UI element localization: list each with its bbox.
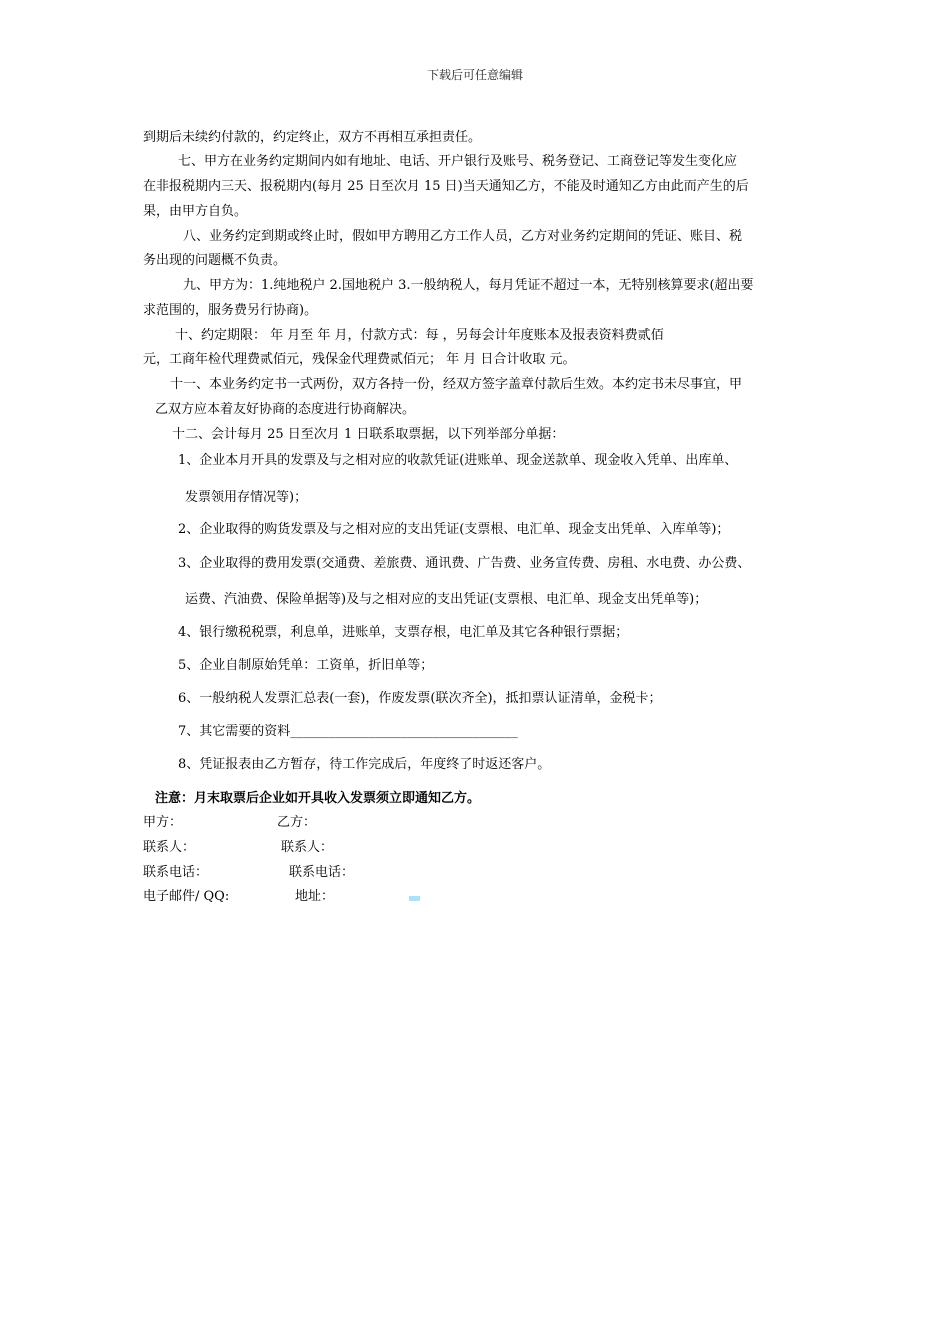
highlight-mark xyxy=(409,896,420,901)
party-b-label: 乙方： xyxy=(277,815,317,830)
contact-a-label: 联系人： xyxy=(143,840,196,855)
list-item-continuation: 运费、汽油费、保险单据等)及与之相对应的支出凭证(支票根、电汇单、现金支出凭单等)； xyxy=(185,592,708,607)
list-item: 3、企业取得的费用发票(交通费、差旅费、通讯费、广告费、业务宣传费、房租、水电费、办公费、 xyxy=(178,556,751,571)
list-item: 1、企业本月开具的发票及与之相对应的收款凭证(进账单、现金送款单、现金收入凭单、出库单、 xyxy=(178,453,738,468)
address-b-label: 地址： xyxy=(295,889,335,904)
text-line: 务出现的问题概不负责。 xyxy=(143,253,287,268)
text-line: 到期后未续约付款的，约定终止，双方不再相互承担责任。 xyxy=(143,130,482,145)
list-item: 6、一般纳税人发票汇总表(一套)，作废发票(联次齐全)，抵扣票认证清单，金税卡； xyxy=(178,691,662,706)
notice-text: 注意：月末取票后企业如开具收入发票须立即通知乙方。 xyxy=(155,791,481,806)
list-item: 8、凭证报表由乙方暂存，待工作完成后，年度终了时返还客户。 xyxy=(178,757,551,772)
text-line: 在非报税期内三天、报税期内(每月 25 日至次月 15 日)当天通知乙方，不能及时通知乙方由此而产生的后 xyxy=(143,179,749,194)
text-line: 果，由甲方自负。 xyxy=(143,204,248,219)
text-line: 十、约定期限： 年 月至 年 月，付款方式：每 ，另每会计年度账本及报表资料费贰佰 xyxy=(175,328,664,343)
text-line: 九、甲方为：1.纯地税户 2.国地税户 3.一般纳税人，每月凭证不超过一本，无特别核算要求(超出要 xyxy=(183,278,754,293)
text-line: 元，工商年检代理费贰佰元，残保金代理费贰佰元； 年 月 日合计收取 元。 xyxy=(143,352,576,367)
phone-b-label: 联系电话： xyxy=(289,865,355,880)
list-item: 4、银行缴税税票，利息单，进账单，支票存根，电汇单及其它各种银行票据； xyxy=(178,625,629,640)
text-line: 求范围的，服务费另行协商)。 xyxy=(143,303,318,318)
list-item: 2、企业取得的购货发票及与之相对应的支出凭证(支票根、电汇单、现金支出凭单、入库单等)； xyxy=(178,522,730,537)
text-line: 十二、会计每月 25 日至次月 1 日联系取票据，以下列举部分单据： xyxy=(172,427,565,442)
text-line: 十一、本业务约定书一式两份，双方各持一份，经双方签字盖章付款后生效。本约定书未尽事宜，甲 xyxy=(170,377,743,392)
party-a-label: 甲方： xyxy=(143,815,183,830)
page-header-note: 下载后可任意编辑 xyxy=(426,68,523,82)
email-a-label: 电子邮件/ QQ: xyxy=(143,889,230,904)
text-line: 乙双方应本着友好协商的态度进行协商解决。 xyxy=(155,402,416,417)
text-line: 八、业务约定到期或终止时，假如甲方聘用乙方工作人员，乙方对业务约定期间的凭证、账目、税 xyxy=(183,229,743,244)
contact-b-label: 联系人： xyxy=(281,840,334,855)
list-item: 5、企业自制原始凭单：工资单，折旧单等； xyxy=(178,658,434,673)
text-line: 七、甲方在业务约定期间内如有地址、电话、开户银行及账号、税务登记、工商登记等发生变化应 xyxy=(178,154,738,169)
phone-a-label: 联系电话： xyxy=(143,865,209,880)
list-item-continuation: 发票领用存情况等)； xyxy=(185,490,308,505)
list-item: 7、其它需要的资料___________________________________ xyxy=(178,724,518,739)
